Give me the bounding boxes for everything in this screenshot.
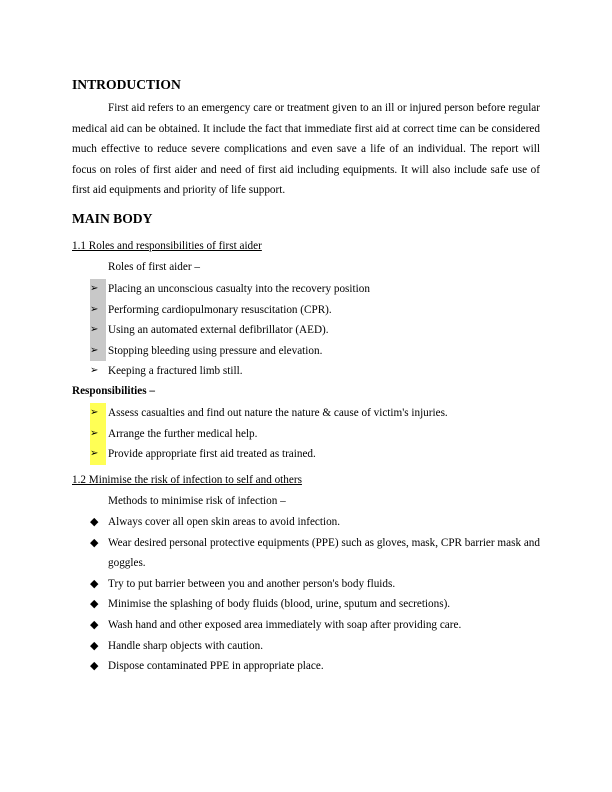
list-item-text: Handle sharp objects with caution. — [108, 639, 264, 652]
list-item — [72, 574, 540, 595]
list-item-text: Using an automated external defibrillator (AED). — [108, 324, 329, 337]
list-item-text: Keeping a fractured limb still. — [108, 365, 243, 378]
list-item-text: Always cover all open skin areas to avoid infection. — [108, 516, 341, 528]
list-item — [72, 361, 540, 382]
list-item — [72, 320, 540, 341]
section-1-2-title: 1.2 Minimise the risk of infection to self and others — [72, 474, 302, 486]
diamond-bullet-icon: ◆ — [90, 638, 99, 652]
list-item-text: Placing an unconscious casualty into the recovery position — [108, 283, 370, 295]
list-item-text: Wear desired personal protective equipments (PPE) such as gloves, mask, CPR barrier mask and goggles. — [108, 536, 540, 570]
main-body-heading: MAIN BODY — [72, 211, 153, 226]
diamond-bullet-icon: ◆ — [90, 535, 99, 549]
list-item — [72, 512, 540, 533]
responsibilities-label: Responsibilities – — [72, 385, 155, 397]
list-item-text: Minimise the splashing of body fluids (blood, urine, sputum and secretions). — [108, 598, 451, 611]
list-item — [72, 424, 540, 445]
list-item — [72, 300, 540, 321]
list-item-text: Stopping bleeding using pressure and elevation. — [108, 344, 323, 357]
diamond-bullet-icon: ◆ — [90, 597, 99, 611]
arrow-bullet-icon: ➢ — [90, 300, 106, 321]
list-item-text: Provide appropriate first aid treated as trained. — [108, 448, 316, 461]
arrow-bullet-icon: ➢ — [90, 279, 106, 300]
list-item-text: Dispose contaminated PPE in appropriate place. — [108, 660, 324, 673]
list-item-text: Wash hand and other exposed area immediately with soap after providing care. — [108, 618, 462, 631]
diamond-bullet-icon: ◆ — [90, 576, 99, 590]
list-item — [72, 656, 540, 677]
arrow-bullet-icon: ➢ — [90, 424, 106, 445]
arrow-bullet-icon: ➢ — [90, 320, 106, 341]
list-item — [72, 533, 540, 574]
roles-list — [72, 279, 540, 382]
arrow-bullet-icon: ➢ — [90, 403, 106, 424]
list-item — [72, 403, 540, 424]
diamond-bullet-icon: ◆ — [90, 617, 99, 631]
list-item — [72, 636, 540, 657]
list-item — [72, 341, 540, 362]
arrow-bullet-icon: ➢ — [90, 444, 106, 465]
arrow-bullet-icon: ➢ — [90, 341, 106, 362]
responsibilities-list — [72, 403, 540, 465]
introduction-heading: INTRODUCTION — [72, 77, 181, 92]
list-item-text: Assess casualties and find out nature the nature & cause of victim's injuries. — [108, 407, 448, 419]
list-item-text: Try to put barrier between you and another person's body fluids. — [108, 577, 396, 590]
diamond-bullet-icon: ◆ — [90, 659, 99, 673]
list-item — [72, 615, 540, 636]
arrow-bullet-icon: ➢ — [90, 365, 99, 377]
list-item-text: Arrange the further medical help. — [108, 427, 258, 440]
methods-list — [72, 512, 540, 677]
section-1-1-title: 1.1 Roles and responsibilities of first aider — [72, 240, 262, 252]
roles-label: Roles of first aider – — [108, 261, 200, 273]
introduction-paragraph: First aid refers to an emergency care or treatment given to an ill or injured person before regular medical aid can be obtained. It include the fact that immediate first aid at correct time can be considered much effective to reduce severe complications and even save a life of an individual. The report will focus on roles of first aider and need of first aid including equipments. It will also include safe use of first aid equipments and priority of life support. — [72, 102, 540, 197]
list-item — [72, 444, 540, 465]
list-item — [72, 594, 540, 615]
methods-label: Methods to minimise risk of infection – — [108, 495, 286, 507]
list-item — [72, 279, 540, 300]
diamond-bullet-icon: ◆ — [90, 515, 99, 528]
list-item-text: Performing cardiopulmonary resuscitation (CPR). — [108, 303, 332, 316]
